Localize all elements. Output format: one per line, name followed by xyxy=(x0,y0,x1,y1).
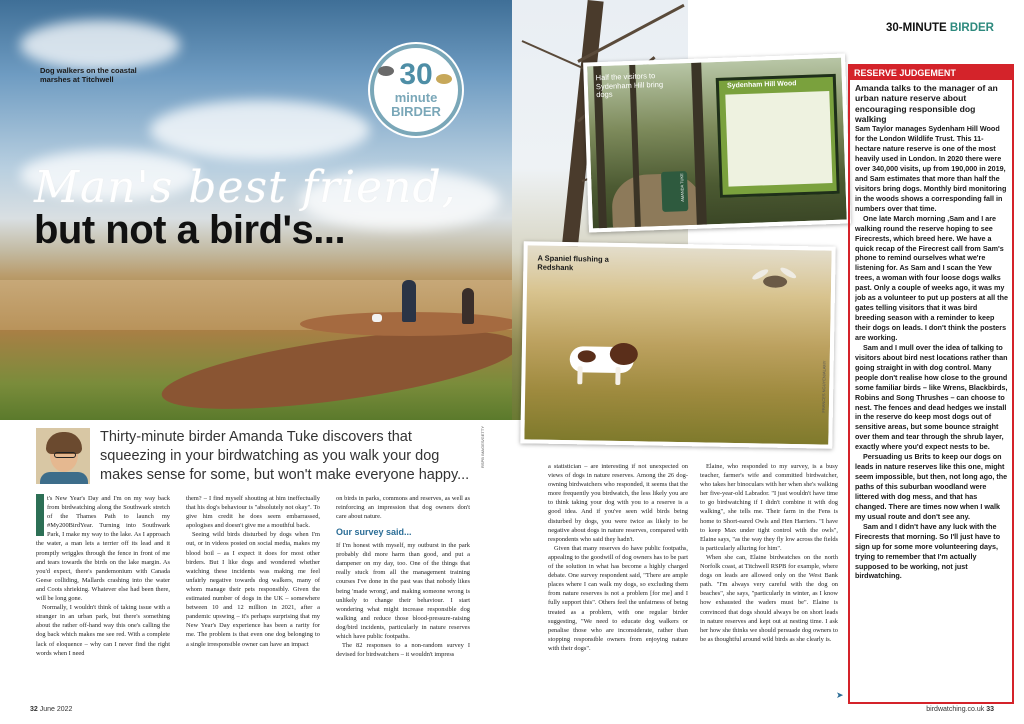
photo-caption-spaniel: A Spaniel flushing a Redshank xyxy=(537,253,609,273)
sydenham-hill-photo xyxy=(583,53,851,232)
paragraph: Given that many reserves do have public footpaths, appealing to the goodwill of dog owners has to be part of the solution in what has become a highly charged debate. One survey respondent said, "There are ample places where I can walk my dogs, so excluding them from nature reserves is not a problem [for me] and I fully support this". Others feel the unfairness of being treated as a problem, with one regular birder suggesting, "We need to educate dog walkers or penalise those who are inconsiderate, rather than stopping responsible owners from enjoying nature with their dogs". xyxy=(548,544,688,652)
hero-caption: Dog walkers on the coastal marshes at Titchwell xyxy=(40,66,137,84)
paragraph: them? – I find myself shouting at him ineffectually that his dog's behaviour is "absolutely not okay". To give him credit he does seem embarrassed, apologises and doesn't give me a mouthful back. xyxy=(186,495,320,530)
paragraph: One late March morning ,Sam and I are walking round the reserve hoping to see Firecrests, which breed here. We have a quick recap of the Firecrest call from Sam's phone to remind ourselves what we're listening for. As Sam and I scan the Yew trees, a woman with four loose dogs walks past. Only a couple of weeks ago, it was my job as a volunteer to put up posters at all the gates telling visitors that it was bird breeding season with a reminder to keep their dogs on leads. I don't think the posters are working. xyxy=(855,213,1008,342)
paragraph: The 82 responses to a non-random survey I devised for birdwatchers – it wouldn't impress xyxy=(336,642,470,659)
site-url: birdwatching.co.uk xyxy=(926,706,987,713)
sidebar-body xyxy=(855,83,1009,581)
subheading: Our survey said... xyxy=(336,527,412,538)
paragraph: Sam and I mull over the idea of talking to visitors about bird nest locations rather than going straight in with dog control. Many people don't realise how close to the ground some familiar birds – like Wrens, Blackbirds, Robins and Song Thrushes – can choose to nest. The fences and dead hedges we install in the reserve do keep most dogs out of sensitive areas, but some bounce straight over them and tear through the shrub layer, exactly where you'd expect nests to be. xyxy=(855,342,1008,452)
issue-date: June 2022 xyxy=(37,706,73,713)
dog-walker-figure xyxy=(462,288,474,324)
body-column-2 xyxy=(186,494,320,649)
standfirst: Thirty-minute birder Amanda Tuke discovers that squeezing in your birdwatching as you walk your dog makes sense for some, but won't make everyone happy... xyxy=(100,429,470,484)
page-number: 32 xyxy=(30,706,38,713)
headline-script: Man's best friend, xyxy=(34,162,457,213)
paragraph: Normally, I wouldn't think of taking issue with a stranger in an urban park, but there's something about the rather off-hand way this one's calling the dog back which makes me see red. With a complete lack of eloquence – why can I never find the right words when I need xyxy=(36,604,170,657)
body-column-4 xyxy=(548,462,688,653)
section-accent: BIRDER xyxy=(949,22,994,34)
logo-word-minute: minute xyxy=(394,90,438,105)
photo-caption-wood: Half the visitors to Sydenham Hill bring dogs xyxy=(595,71,664,100)
headline-bold: but not a bird's... xyxy=(34,208,346,252)
dog-figure xyxy=(372,314,382,322)
author-portrait xyxy=(36,428,90,484)
paragraph: Sam Taylor manages Sydenham Hill Wood for the London Wildlife Trust. This 11-hectare nature reserve is one of the most heavily used in London. In 2020 there were over 340,000 visits, up from 190,000 in 2019, and Sam estimates that more than half the visitors bring dogs. Monthly bird monitoring in the woods shows a corresponding fall in numbers over that time. xyxy=(855,124,1007,213)
section-header xyxy=(886,22,994,34)
paragraph: a statistician – are interesting if not unexpected on views of dogs in nature reserves. Among the 26 dog-owning birdwatchers who responded, it seems that the more frequently you birdwatch, the less likely you are to think taking your dog with you to a reserve is a good idea. And if you've seen wild birds being disturbed by dogs, you were twice as likely to be negative about dogs in nature reserves, compared with respondents who said they hadn't. xyxy=(548,463,688,543)
body-column-3 xyxy=(336,494,470,659)
thirty-minute-birder-logo xyxy=(370,44,462,136)
photo-credit: FRANCES NGUYEN/ALAMY xyxy=(820,360,827,413)
section-prefix: 30-MINUTE xyxy=(886,22,950,34)
spaniel-photo xyxy=(520,241,835,448)
paragraph: When she can, Elaine birdwatches on the north Norfolk coast, at Titchwell RSPB for example, where dogs on leads are allowed only on the West Bank path. "I'm always very careful with the dog on beaches", she says, "particularly in winter, as I know how exhausted the waders must be". Elaine is convinced that dogs should always be on short leads in nature reserves and kept out at nesting time. I ask her how she thinks we should persuade dog owners to be as thoughtful around wild birds as she clearly is. xyxy=(700,553,838,643)
paragraph: on birds in parks, commons and reserves, as well as reinforcing an impression that dog owners don't care about nature. xyxy=(336,495,470,521)
sidebar-lead: Amanda talks to the manager of an urban nature reserve about encouraging responsible dog walking xyxy=(855,83,998,124)
paragraph: Elaine, who responded to my survey, is a busy teacher, farmer's wife and committed birdwatcher, who takes her binoculars with her when she's walking her five-year-old Labrador. "I just wouldn't have time to go birdwatching if I didn't combine it with dog walking", she tells me. Their farm in the Fens is home to Short-eared Owls and Hen Harriers. "I have to keep Max under tight control with the owls", Elaine says, "as the way they fly low across the fields is particularly alluring for him". xyxy=(700,463,838,552)
redshank-figure xyxy=(763,275,787,287)
paragraph: Sam and I didn't have any luck with the Firecrests that morning. So I'll just have to sign up for some more volunteering days, trying to remember that I'm actually supposed to be working, not just birdwatching. xyxy=(855,521,1001,581)
page-folio-right xyxy=(926,706,994,713)
sidebar-title: RESERVE JUDGEMENT xyxy=(850,66,1012,80)
paragraph: t's New Year's Day and I'm on my way back from birdwatching along the Southwark stretch of the Thames Path to launch my #My200BirdYear. Turning into Southwark Park, I make my way to the lake. As I approach the water, a man lets a terrier off its lead and it promptly wriggles through the fence in front of me and tears towards the birds on the lake margin. As you'd expect, there's pandemonium with Canada Geese colliding, Mallards crashing into the water and Coots shrieking. Whatever else had been there, will be long gone. xyxy=(36,495,170,603)
sign-title: Sydenham Hill Wood xyxy=(726,80,797,90)
reserve-judgement-sidebar xyxy=(848,64,1014,704)
body-column-5 xyxy=(700,462,838,644)
reserve-sign xyxy=(716,74,840,198)
continue-arrow-icon: ➤ xyxy=(836,690,844,700)
drop-cap: I xyxy=(36,494,44,536)
body-column-1 xyxy=(36,490,170,658)
paragraph: Persuading us Brits to keep our dogs on leads in nature reserves like this one, might seem impossible, but then, not long ago, the paths of this suburban woodland were littered with dog mess, and that has changed. There are times now when I walk my usual route and don't see any. xyxy=(855,452,1008,521)
page-number: 33 xyxy=(986,706,994,713)
glasses-icon xyxy=(54,452,76,458)
dog-walker-figure xyxy=(402,280,416,322)
logo-number: 30 xyxy=(399,58,433,91)
photo-credit: AMANDA TUKE xyxy=(679,173,686,202)
paragraph: If I'm honest with myself, my outburst in the park probably did more harm than good, and put a dampener on my day, too. One of the things that really stuck from all the management training courses I've done in the past was that nobody likes being 'made wrong', and making someone wrong is unlikely to change their behaviour. I start wondering what might increase responsible dog walking and reduce those blood-pressure-raising dog/bird incidents, particularly in nature reserves which have public footpaths. xyxy=(336,542,470,640)
paragraph: Seeing wild birds disturbed by dogs when I'm out, or in videos posted on social media, makes my blood boil – as I expect it does for most other birders. But I like dogs and wondered whether watching these incidents was making me feel unfairly negative towards dog walkers, many of whom manage their pets responsibly. Given the estimated number of dogs in the UK – somewhere between 10 and 12 million in 2021, after a pandemic upswing – it's perhaps surprising that my New Year's Day experience has been a rarity for me. The problem is that even one dog belonging to a single irresponsible owner can have an impact xyxy=(186,531,320,648)
page-folio-left xyxy=(30,706,72,713)
logo-word-birder: BIRDER xyxy=(391,104,441,119)
photo-credit: RSPB IMAGES/GETTY xyxy=(480,426,485,469)
